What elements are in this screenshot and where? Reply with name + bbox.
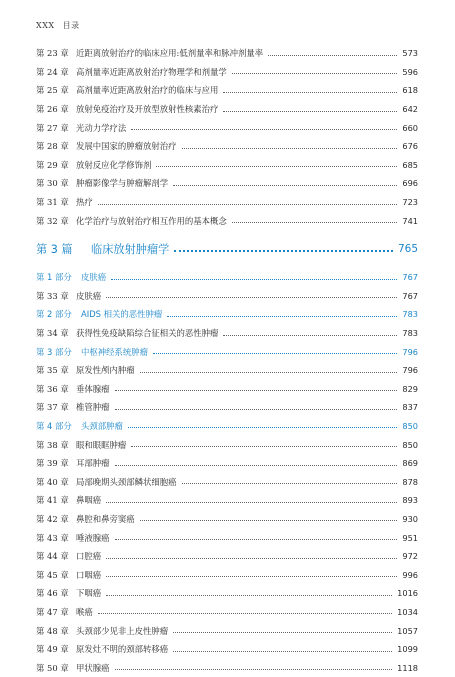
toc-entry-number: 第 35 章: [36, 365, 69, 376]
toc-entry-number: 第 44 章: [36, 551, 69, 562]
toc-chapter-entry[interactable]: [36, 398, 418, 417]
toc-entry-number: 第 29 章: [36, 159, 69, 170]
dot-leader: [106, 595, 392, 596]
page-number: XXX: [36, 21, 55, 30]
toc-entry-title: 唾液腺癌: [76, 532, 110, 543]
toc-part-heading[interactable]: [36, 417, 418, 436]
toc-chapter-entry[interactable]: [36, 565, 418, 584]
toc-entry-title: 中枢神经系统肿瘤: [81, 346, 148, 357]
toc-chapter-entry[interactable]: [36, 603, 418, 622]
toc-entry-page: 783: [402, 328, 418, 339]
toc-entry-page: 642: [402, 104, 418, 115]
toc-chapter-entry[interactable]: [36, 510, 418, 529]
toc-entry-number: 第 50 章: [36, 662, 69, 673]
dot-leader: [131, 129, 397, 130]
toc-chapter-entry[interactable]: [36, 81, 418, 100]
dot-leader: [106, 576, 397, 577]
toc-chapter-entry[interactable]: [36, 547, 418, 566]
toc-entry-number: 第 23 章: [36, 48, 69, 59]
dot-leader: [140, 372, 398, 373]
toc-entry-title: 鼻咽癌: [76, 495, 102, 506]
dot-leader: [182, 483, 398, 484]
toc-entry-page: 1057: [397, 625, 418, 636]
toc-entry-page: 696: [402, 178, 418, 189]
toc-entry-title: 喉癌: [76, 606, 93, 617]
toc-entry-page: 741: [402, 215, 418, 226]
toc-chapter-entry[interactable]: [36, 380, 418, 399]
toc-chapter-entry[interactable]: [36, 491, 418, 510]
toc-entry-title: 局部晚期头颈部鳞状细胞癌: [76, 476, 177, 487]
toc-entry-page: 1034: [397, 606, 418, 617]
toc-entry-number: 第 48 章: [36, 625, 69, 636]
toc-entry-page: 972: [402, 551, 418, 562]
toc-entry-page: 951: [402, 532, 418, 543]
dot-leader: [128, 427, 397, 428]
header-label: 目录: [62, 21, 80, 30]
dot-leader: [167, 316, 397, 317]
toc-entry-page: 996: [402, 569, 418, 580]
toc-entry-title: 近距离放射治疗的临床应用:低剂量率和脉冲剂量率: [76, 48, 264, 59]
toc-chapter-entry[interactable]: [36, 361, 418, 380]
toc-entry-number: 第 27 章: [36, 122, 69, 133]
toc-entry-page: 685: [402, 159, 418, 170]
toc-chapter-entry[interactable]: [36, 156, 418, 175]
dot-leader: [174, 250, 393, 252]
toc-entry-title: 放射反应化学修饰剂: [76, 159, 152, 170]
toc-entry-number: 第 39 章: [36, 458, 69, 469]
toc-entry-page: 1016: [397, 588, 418, 599]
toc-entry-page: 783: [402, 309, 418, 320]
toc-entry-number: 第 49 章: [36, 644, 69, 655]
toc-chapter-entry[interactable]: [36, 528, 418, 547]
toc-entry-page: 618: [402, 85, 418, 96]
dot-leader: [115, 390, 398, 391]
toc-entry-title: 甲状腺癌: [76, 662, 110, 673]
toc-chapter-entry[interactable]: [36, 63, 418, 82]
dot-leader: [131, 446, 397, 447]
dot-leader: [223, 92, 397, 93]
toc-entry-title: 垂体腺瘤: [76, 383, 110, 394]
toc-entry-page: 1118: [397, 662, 418, 673]
toc-entry-title: 热疗: [76, 197, 93, 208]
toc-entry-title: 皮肤癌: [76, 290, 102, 301]
toc-entry-number: 第 31 章: [36, 197, 69, 208]
dot-leader: [182, 148, 398, 149]
toc-chapter-entry[interactable]: [36, 137, 418, 156]
toc-chapter-entry[interactable]: [36, 211, 418, 230]
toc-chapter-entry[interactable]: [36, 658, 418, 677]
toc-chapter-entry[interactable]: [36, 100, 418, 119]
dot-leader: [173, 651, 392, 652]
toc-entry-title: 椎管肿瘤: [76, 402, 110, 413]
dot-leader: [115, 409, 398, 410]
toc-entry-title: 口咽癌: [76, 569, 102, 580]
toc-chapter-entry[interactable]: [36, 174, 418, 193]
dot-leader: [223, 111, 397, 112]
toc-chapter-entry[interactable]: [36, 118, 418, 137]
toc-entry-page: 837: [402, 402, 418, 413]
dot-leader: [98, 204, 398, 205]
dot-leader: [111, 279, 397, 280]
toc-entry-number: 第 1 部分: [36, 272, 72, 283]
dot-leader: [156, 166, 397, 167]
dot-leader: [140, 520, 398, 521]
toc-entry-number: 第 43 章: [36, 532, 69, 543]
toc-entry-number: 第 24 章: [36, 66, 69, 77]
toc-entry-number: 第 34 章: [36, 328, 69, 339]
dot-leader: [232, 73, 398, 74]
table-of-contents: [36, 44, 418, 677]
toc-entry-page: 765: [397, 242, 418, 255]
toc-entry-title: 皮肤癌: [81, 272, 107, 283]
toc-entry-title: 获得性免疫缺陷综合征相关的恶性肿瘤: [76, 328, 219, 339]
toc-entry-page: 930: [402, 513, 418, 524]
dot-leader: [115, 669, 393, 670]
toc-entry-title: 眼和眼眶肿瘤: [76, 439, 127, 450]
dot-leader: [106, 502, 397, 503]
toc-entry-number: 第 3 部分: [36, 346, 72, 357]
dot-leader: [153, 353, 397, 354]
toc-entry-page: 893: [402, 495, 418, 506]
toc-entry-page: 829: [402, 383, 418, 394]
toc-entry-number: 第 4 部分: [36, 420, 72, 431]
toc-entry-number: 第 37 章: [36, 402, 69, 413]
toc-entry-title: 口腔癌: [76, 551, 102, 562]
toc-entry-page: 796: [402, 365, 418, 376]
toc-entry-page: 767: [402, 272, 418, 283]
toc-entry-page: 767: [402, 290, 418, 301]
toc-entry-title: 头颈部少见非上皮性肿瘤: [76, 625, 169, 636]
toc-entry-page: 660: [402, 122, 418, 133]
toc-entry-page: 1099: [397, 644, 418, 655]
toc-entry-title: 高剂量率近距离放射治疗物理学和剂量学: [76, 66, 227, 77]
toc-chapter-entry[interactable]: [36, 640, 418, 659]
toc-entry-title: 高剂量率近距离放射治疗的临床与应用: [76, 85, 219, 96]
dot-leader: [106, 558, 397, 559]
toc-entry-number: 第 36 章: [36, 383, 69, 394]
dot-leader: [115, 465, 398, 466]
toc-entry-page: 676: [402, 141, 418, 152]
toc-entry-title: 临床放射肿瘤学: [91, 242, 170, 256]
toc-entry-title: 下咽癌: [76, 588, 102, 599]
toc-chapter-entry[interactable]: [36, 324, 418, 343]
toc-entry-number: 第 26 章: [36, 104, 69, 115]
toc-entry-number: 第 38 章: [36, 439, 69, 450]
toc-entry-page: 596: [402, 66, 418, 77]
toc-entry-number: 第 28 章: [36, 141, 69, 152]
dot-leader: [115, 539, 398, 540]
dot-leader: [98, 613, 392, 614]
toc-entry-title: 头颈部肿瘤: [81, 420, 123, 431]
toc-entry-page: 869: [402, 458, 418, 469]
toc-chapter-entry[interactable]: [36, 44, 418, 63]
toc-section-heading[interactable]: [36, 234, 418, 264]
toc-entry-number: 第 25 章: [36, 85, 69, 96]
toc-entry-page: 850: [402, 439, 418, 450]
toc-chapter-entry[interactable]: [36, 454, 418, 473]
toc-chapter-entry[interactable]: [36, 435, 418, 454]
toc-entry-title: 原发灶不明的颈部转移癌: [76, 644, 169, 655]
toc-entry-title: 耳部肿瘤: [76, 458, 110, 469]
toc-entry-number: 第 33 章: [36, 290, 69, 301]
toc-entry-number: 第 30 章: [36, 178, 69, 189]
dot-leader: [268, 55, 397, 56]
toc-entry-number: 第 41 章: [36, 495, 69, 506]
toc-chapter-entry[interactable]: [36, 584, 418, 603]
toc-entry-number: 第 47 章: [36, 606, 69, 617]
toc-entry-title: 鼻腔和鼻旁窦癌: [76, 513, 135, 524]
toc-part-heading[interactable]: [36, 342, 418, 361]
toc-entry-page: 796: [402, 346, 418, 357]
toc-entry-title: 肿瘤影像学与肿瘤解剖学: [76, 178, 169, 189]
running-header: [36, 20, 85, 31]
dot-leader: [173, 632, 392, 633]
toc-entry-number: 第 32 章: [36, 215, 69, 226]
toc-chapter-entry[interactable]: [36, 193, 418, 212]
toc-entry-title: 放射免疫治疗及开放型放射性核素治疗: [76, 104, 219, 115]
toc-entry-page: 573: [402, 48, 418, 59]
toc-entry-title: AIDS 相关的恶性肿瘤: [81, 309, 163, 320]
toc-entry-title: 化学治疗与放射治疗相互作用的基本概念: [76, 215, 227, 226]
dot-leader: [223, 335, 397, 336]
toc-entry-number: 第 42 章: [36, 513, 69, 524]
toc-part-heading[interactable]: [36, 305, 418, 324]
toc-entry-number: 第 45 章: [36, 569, 69, 580]
toc-chapter-entry[interactable]: [36, 287, 418, 306]
toc-chapter-entry[interactable]: [36, 621, 418, 640]
toc-entry-number: 第 40 章: [36, 476, 69, 487]
toc-entry-title: 发展中国家的肿瘤放射治疗: [76, 141, 177, 152]
toc-entry-number: 第 2 部分: [36, 309, 72, 320]
toc-entry-page: 878: [402, 476, 418, 487]
toc-entry-page: 850: [402, 420, 418, 431]
dot-leader: [173, 185, 397, 186]
dot-leader: [232, 222, 398, 223]
toc-chapter-entry[interactable]: [36, 472, 418, 491]
toc-entry-title: 原发性颅内肿瘤: [76, 365, 135, 376]
toc-entry-number: 第 46 章: [36, 588, 69, 599]
toc-entry-number: 第 3 篇: [36, 242, 73, 256]
toc-entry-title: 光动力学疗法: [76, 122, 127, 133]
toc-entry-page: 723: [402, 197, 418, 208]
toc-part-heading[interactable]: [36, 268, 418, 287]
dot-leader: [106, 297, 397, 298]
